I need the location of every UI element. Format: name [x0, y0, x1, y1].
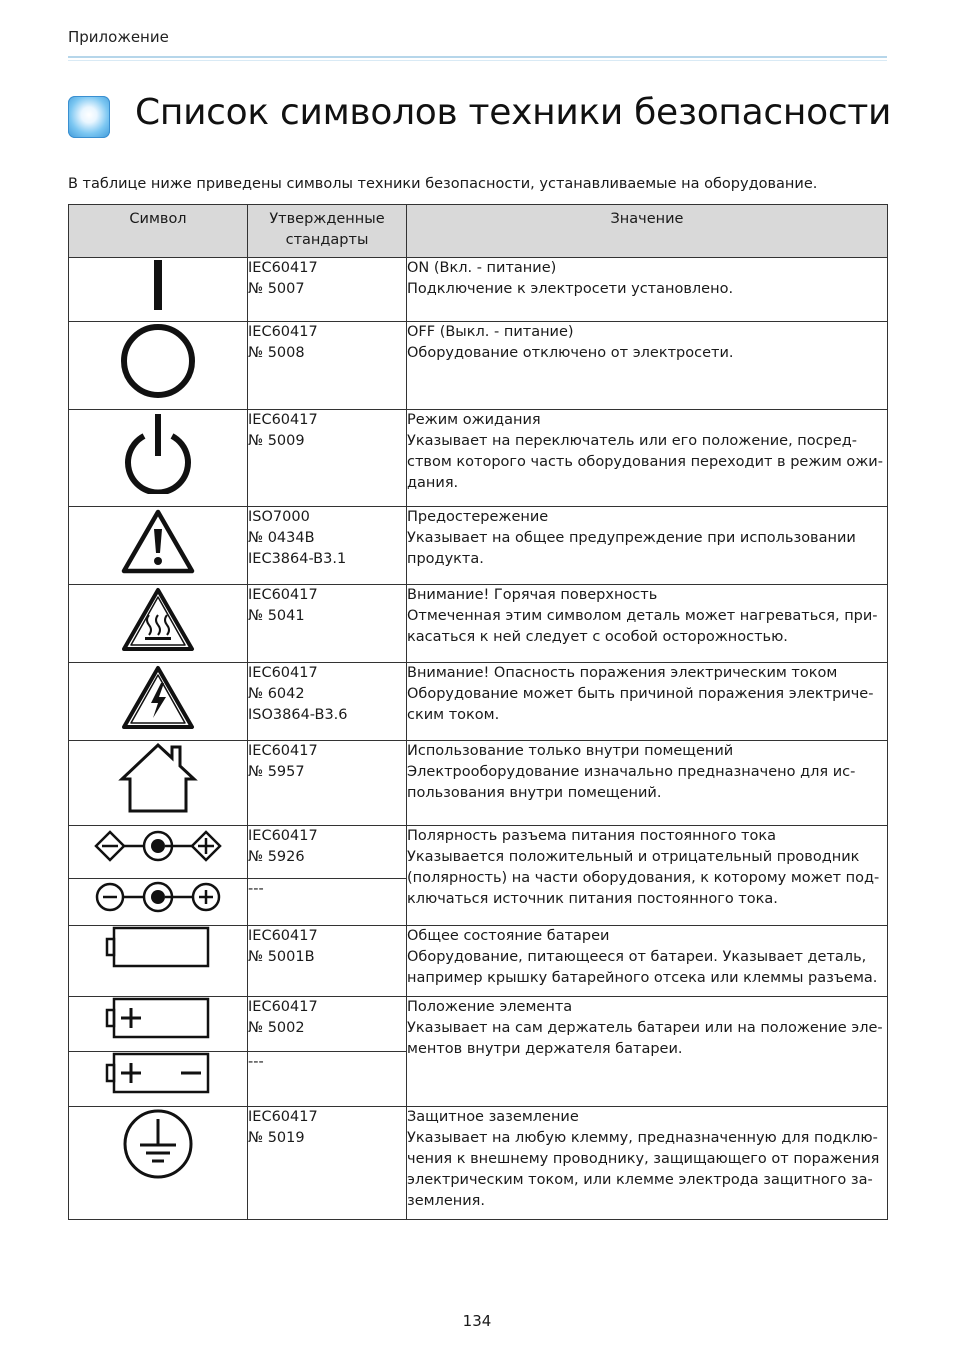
symbol-cell: [69, 741, 248, 826]
meaning-cell: Полярность разъема питания постоянного тока Указывается положительный и отрицательный проводник (полярность) на части оборудования, к которому может под- ключаться источник питания постоянного тока.: [407, 826, 888, 926]
table-row: [69, 585, 888, 663]
section-bullet-icon: [68, 96, 110, 138]
power-off-icon: [119, 322, 197, 400]
symbol-cell: [69, 258, 248, 322]
standards-cell: IEC60417 № 5041: [248, 585, 407, 663]
symbol-cell: [69, 997, 248, 1052]
symbol-cell: [69, 926, 248, 997]
cell-position-icon: [104, 997, 212, 1039]
standards-cell: ---: [248, 879, 407, 926]
standards-cell: IEC60417 № 5019: [248, 1107, 407, 1220]
standards-cell: IEC60417 № 5001B: [248, 926, 407, 997]
indoor-use-icon: [118, 741, 198, 815]
header-divider-light: [68, 60, 887, 61]
standby-icon: [118, 410, 198, 494]
meaning-cell: OFF (Выкл. - питание) Оборудование отключено от электросети.: [407, 322, 888, 410]
meaning-cell: Внимание! Горячая поверхность Отмеченная этим символом деталь может нагреваться, при- касаться к ней следует с особой осторожностью.: [407, 585, 888, 663]
standards-cell: ---: [248, 1052, 407, 1107]
table-row: [69, 826, 888, 879]
table-row: [69, 926, 888, 997]
table-row: [69, 410, 888, 507]
table-row: [69, 663, 888, 741]
table-row: [69, 322, 888, 410]
meaning-cell: Положение элемента Указывает на сам держатель батареи или на положение эле- ментов внутри держателя батареи.: [407, 997, 888, 1107]
column-header-symbol: Символ: [69, 205, 248, 258]
symbol-cell: [69, 663, 248, 741]
caution-icon: [120, 507, 196, 575]
standards-cell: IEC60417 № 5008: [248, 322, 407, 410]
table-header-row: [69, 205, 888, 258]
standards-cell: IEC60417 № 6042 ISO3864-B3.6: [248, 663, 407, 741]
dc-polarity-diamond-icon: [93, 826, 223, 866]
meaning-cell: Использование только внутри помещений Электрооборудование изначально предназначено для ис- пользования внутри помещений.: [407, 741, 888, 826]
intro-paragraph: В таблице ниже приведены символы техники безопасности, устанавливаемые на оборудование.: [68, 176, 818, 192]
symbol-cell: [69, 1107, 248, 1220]
standards-cell: IEC60417 № 5926: [248, 826, 407, 879]
symbol-cell: [69, 826, 248, 879]
standards-cell: IEC60417 № 5957: [248, 741, 407, 826]
table-row: [69, 1107, 888, 1220]
battery-icon: [104, 926, 212, 968]
header-divider: [68, 56, 887, 58]
meaning-cell: Режим ожидания Указывает на переключатель или его положение, посред- ством которого часть оборудования переходит в режим ожи- дания.: [407, 410, 888, 507]
symbol-cell: [69, 322, 248, 410]
table-row: [69, 507, 888, 585]
symbol-cell: [69, 507, 248, 585]
protective-earth-icon: [121, 1107, 195, 1181]
column-header-meaning: Значение: [407, 205, 888, 258]
symbol-cell: [69, 1052, 248, 1107]
standards-cell: IEC60417 № 5007: [248, 258, 407, 322]
column-header-standards: Утвержденные стандарты: [248, 205, 407, 258]
standards-cell: IEC60417 № 5009: [248, 410, 407, 507]
power-on-icon: [148, 258, 168, 312]
meaning-cell: Общее состояние батареи Оборудование, питающееся от батареи. Указывает деталь, например крышку батарейного отсека или клеммы разъема.: [407, 926, 888, 997]
cell-polarity-icon: [104, 1052, 212, 1094]
page-title: Список символов техники безопасности: [135, 92, 892, 133]
meaning-cell: Внимание! Опасность поражения электрическим током Оборудование может быть причиной поражения электриче- ским током.: [407, 663, 888, 741]
page-number: 134: [462, 1312, 492, 1330]
standards-cell: ISO7000 № 0434B IEC3864-B3.1: [248, 507, 407, 585]
symbol-cell: [69, 879, 248, 926]
table-row: [69, 258, 888, 322]
symbol-cell: [69, 585, 248, 663]
meaning-cell: ON (Вкл. - питание) Подключение к электросети установлено.: [407, 258, 888, 322]
standards-cell: IEC60417 № 5002: [248, 997, 407, 1052]
meaning-cell: Защитное заземление Указывает на любую клемму, предназначенную для подклю- чения к внешнему проводнику, защищающего от поражения электрическим током, или клемме электрода защитного за- земления.: [407, 1107, 888, 1220]
running-header: Приложение: [68, 28, 169, 46]
meaning-cell: Предостережение Указывает на общее предупреждение при использовании продукта.: [407, 507, 888, 585]
table-row: [69, 997, 888, 1052]
table-row: [69, 741, 888, 826]
safety-symbols-table: [68, 204, 888, 1220]
electric-shock-icon: [120, 663, 196, 731]
hot-surface-icon: [120, 585, 196, 653]
dc-polarity-circle-icon: [93, 879, 223, 915]
symbol-cell: [69, 410, 248, 507]
